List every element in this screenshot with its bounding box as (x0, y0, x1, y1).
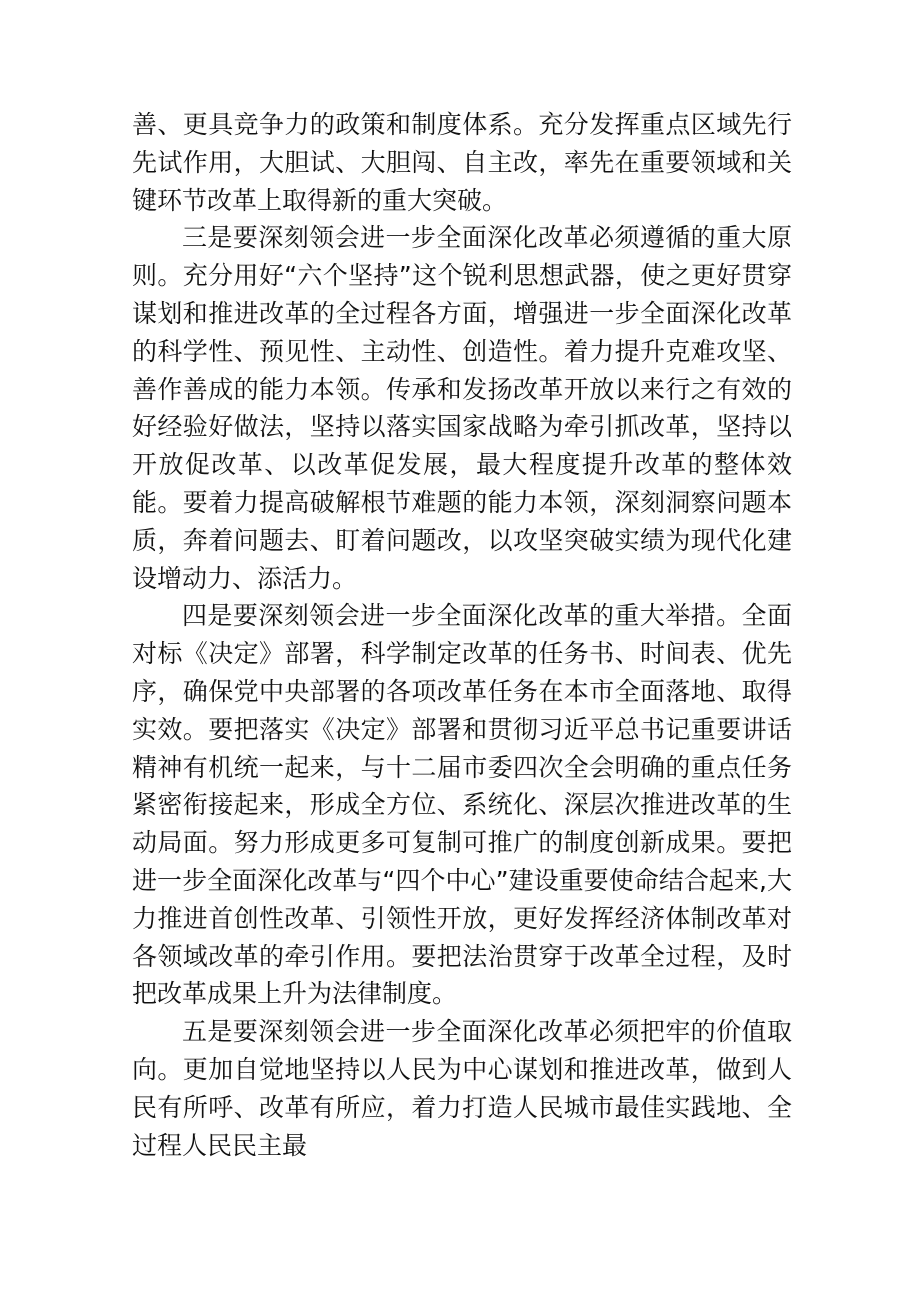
paragraph-principles: 三是要深刻领会进一步全面深化改革必须遵循的重大原则。充分用好“六个坚持”这个锐利思想武器，使之更好贯穿谋划和推进改革的全过程各方面，增强进一步全面深化改革的科学性、预见性、主动性、创造性。着力提升克难攻坚、善作善成的能力本领。传承和发扬改革开放以来行之有效的好经验好做法，坚持以落实国家战略为牵引抓改革，坚持以开放促改革、以改革促发展，最大程度提升改革的整体效能。要着力提高破解根节难题的能力本领，深刻洞察问题本质，奔着问题去、盯着问题改，以攻坚突破实绩为现代化建设增动力、添活力。 (132, 223, 792, 593)
paragraph-values: 五是要深刻领会进一步全面深化改革必须把牢的价值取向。更加自觉地坚持以人民为中心谋划和推进改革，做到人民有所呼、改革有所应，着力打造人民城市最佳实践地、全过程人民民主最 (132, 1017, 792, 1160)
body-text (132, 106, 792, 1164)
paragraph-continuation: 善、更具竞争力的政策和制度体系。充分发挥重点区域先行先试作用，大胆试、大胆闯、自主改，率先在重要领域和关键环节改革上取得新的重大突破。 (132, 110, 792, 215)
paragraph-measures: 四是要深刻领会进一步全面深化改革的重大举措。全面对标《决定》部署，科学制定改革的任务书、时间表、优先序，确保党中央部署的各项改革任务在本市全面落地、取得实效。要把落实《决定》部署和贯彻习近平总书记重要讲话精神有机统一起来，与十二届市委四次全会明确的重点任务紧密衔接起来，形成全方位、系统化、深层次推进改革的生动局面。努力形成更多可复制可推广的制度创新成果。要把进一步全面深化改革与“四个中心”建设重要使命结合起来,大力推进首创性改革、引领性开放，更好发挥经济体制改革对各领域改革的牵引作用。要把法治贯穿于改革全过程，及时把改革成果上升为法律制度。 (132, 601, 792, 1009)
